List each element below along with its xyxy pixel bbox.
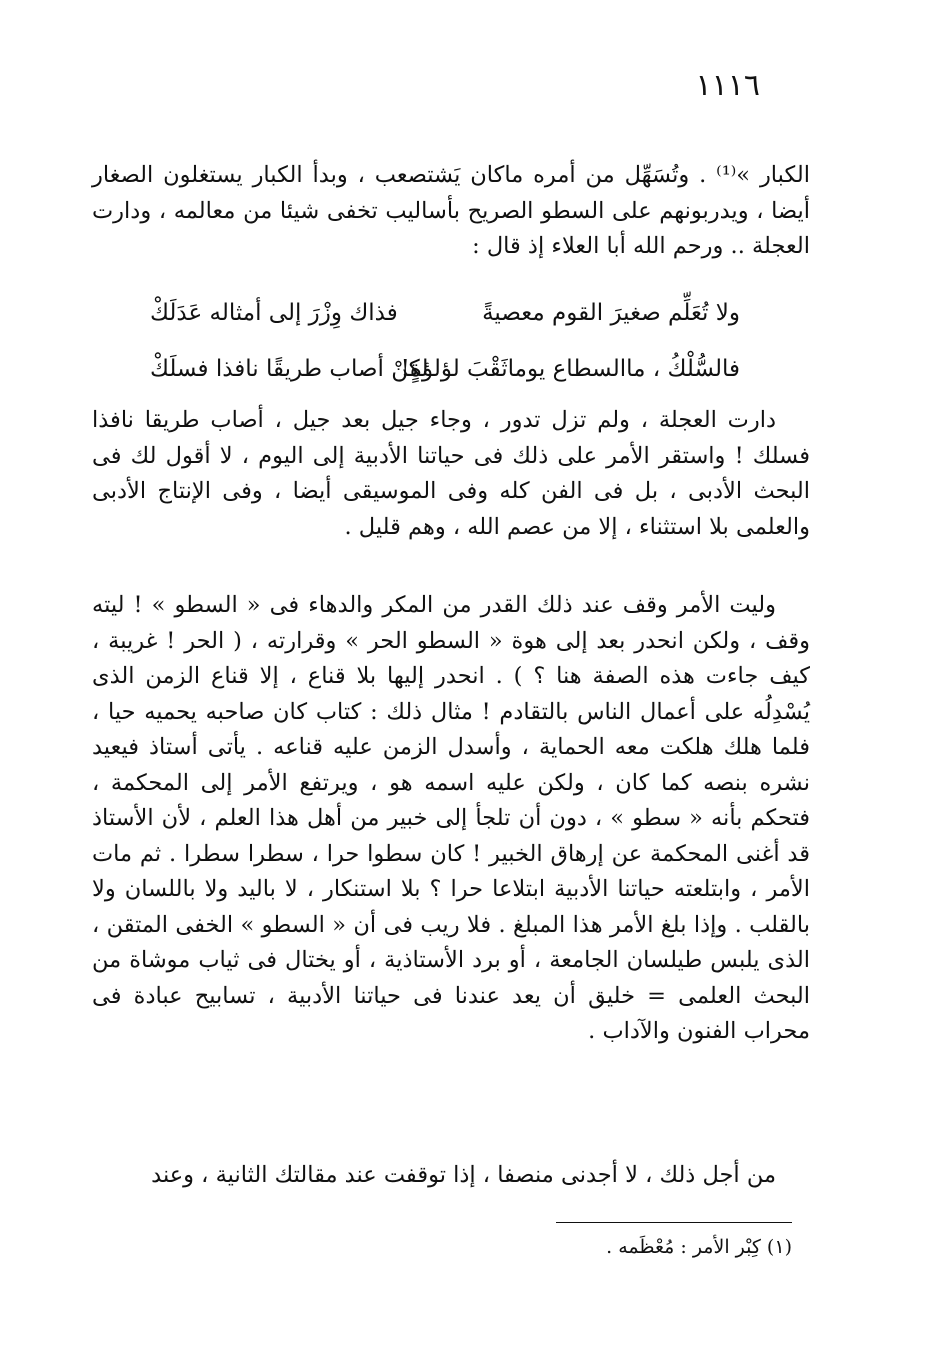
verse-1-second-hemistich: فذاك وِزْرَ إلى أمثاله عَدَلَكْ	[150, 300, 398, 326]
page-number: ١١١٦	[695, 68, 760, 103]
verse-2-first-hemistich: فالسُّلْكُ ، ماالسطاع يوماثَقْبَ لؤلؤةٍ!	[400, 356, 740, 382]
paragraph-2	[92, 403, 810, 545]
paragraph-1-text: الكبار »⁽¹⁾ . وتُسَهِّل من أمره ماكان يَشتصعب ، وبدأ الكبار يستغلون الصغار أيضا ، ويدربونهم على السطو الصريح بأساليب تخفى شيئا من معالمه ، ودارت العجلة .. ورحم الله أبا العلاء إذ قال :	[92, 162, 810, 259]
poem-verse-1	[150, 300, 740, 340]
paragraph-3-text: وليت الأمر وقف عند ذلك القدر من المكر والدهاء فى « السطو » ! ليته وقف ، ولكن انحدر بعد إلى هوة « السطو الحر » وقرارته ، ( الحر ! غريبة ، كيف جاءت هذه الصفة هنا ؟ ) . انحدر إليها بلا قناع ، إلا قناع الزمن الذى يُسْدِلُه على أعمال الناس بالتقادم ! مثال ذلك : كتاب كان صاحبه يحميه حيا ، فلما هلك هلكت معه الحماية ، وأسدل الزمن عليه قناعه . يأتى أستاذ فيعيد نشره بنصه كما كان ، ولكن عليه اسمه هو ، ويرتفع الأمر إلى المحكمة ، فتحكم بأنه « سطو » ، دون أن تلجأ إلى خبير من أهل هذا العلم ، لأن الأستاذ قد أغنى المحكمة عن إرهاق الخبير ! كان سطوا حرا ، سطرا سطرا . ثم مات الأمر ، وابتلعته حياتنا الأدبية ابتلاعا حرا ؟ بلا استنكار ، لا باليد ولا باللسان ولا بالقلب . وإذا بلغ الأمر هذا المبلغ . فلا ريب فى أن « السطو » الخفى المتقن ، الذى يلبس طيلسان الجامعة ، أو برد الأستاذية ، أو يختال فى ثياب موشاة من البحث العلمى = خليق أن يعد عندنا فى حياتنا الأدبية ، تسابيح عبادة فى محراب الفنون والآداب .	[92, 592, 810, 1044]
footnote: (١) كِبْر الأمر : مُعْظَمه .	[606, 1236, 792, 1258]
footnote-separator	[556, 1222, 792, 1223]
paragraph-3	[92, 588, 810, 1050]
paragraph-2-text: دارت العجلة ، ولم تزل تدور ، وجاء جيل بعد جيل ، أصاب طريقا نافذا فسلك ! واستقر الأمر على ذلك فى حياتنا الأدبية إلى اليوم ، لا أقول لك فى البحث الأدبى ، بل فى الفن كله وفى الموسيقى أيضا ، وفى الإنتاج الأدبى والعلمى بلا استثناء ، إلا من عصم الله ، وهم قليل .	[92, 407, 810, 540]
paragraph-4-text: من أجل ذلك ، لا أجدنى منصفا ، إذا توقفت عند مقالتك الثانية ، وعند	[151, 1162, 776, 1188]
verse-1-first-hemistich: ولا تُعَلِّم صغيرَ القوم معصيةً	[482, 300, 740, 326]
paragraph-4	[92, 1158, 810, 1194]
verse-2-second-hemistich: لكنْ أصاب طريقًا نافذا فسلَكْ	[150, 356, 429, 382]
poem-verse-2	[150, 356, 740, 396]
paragraph-1	[92, 158, 810, 265]
